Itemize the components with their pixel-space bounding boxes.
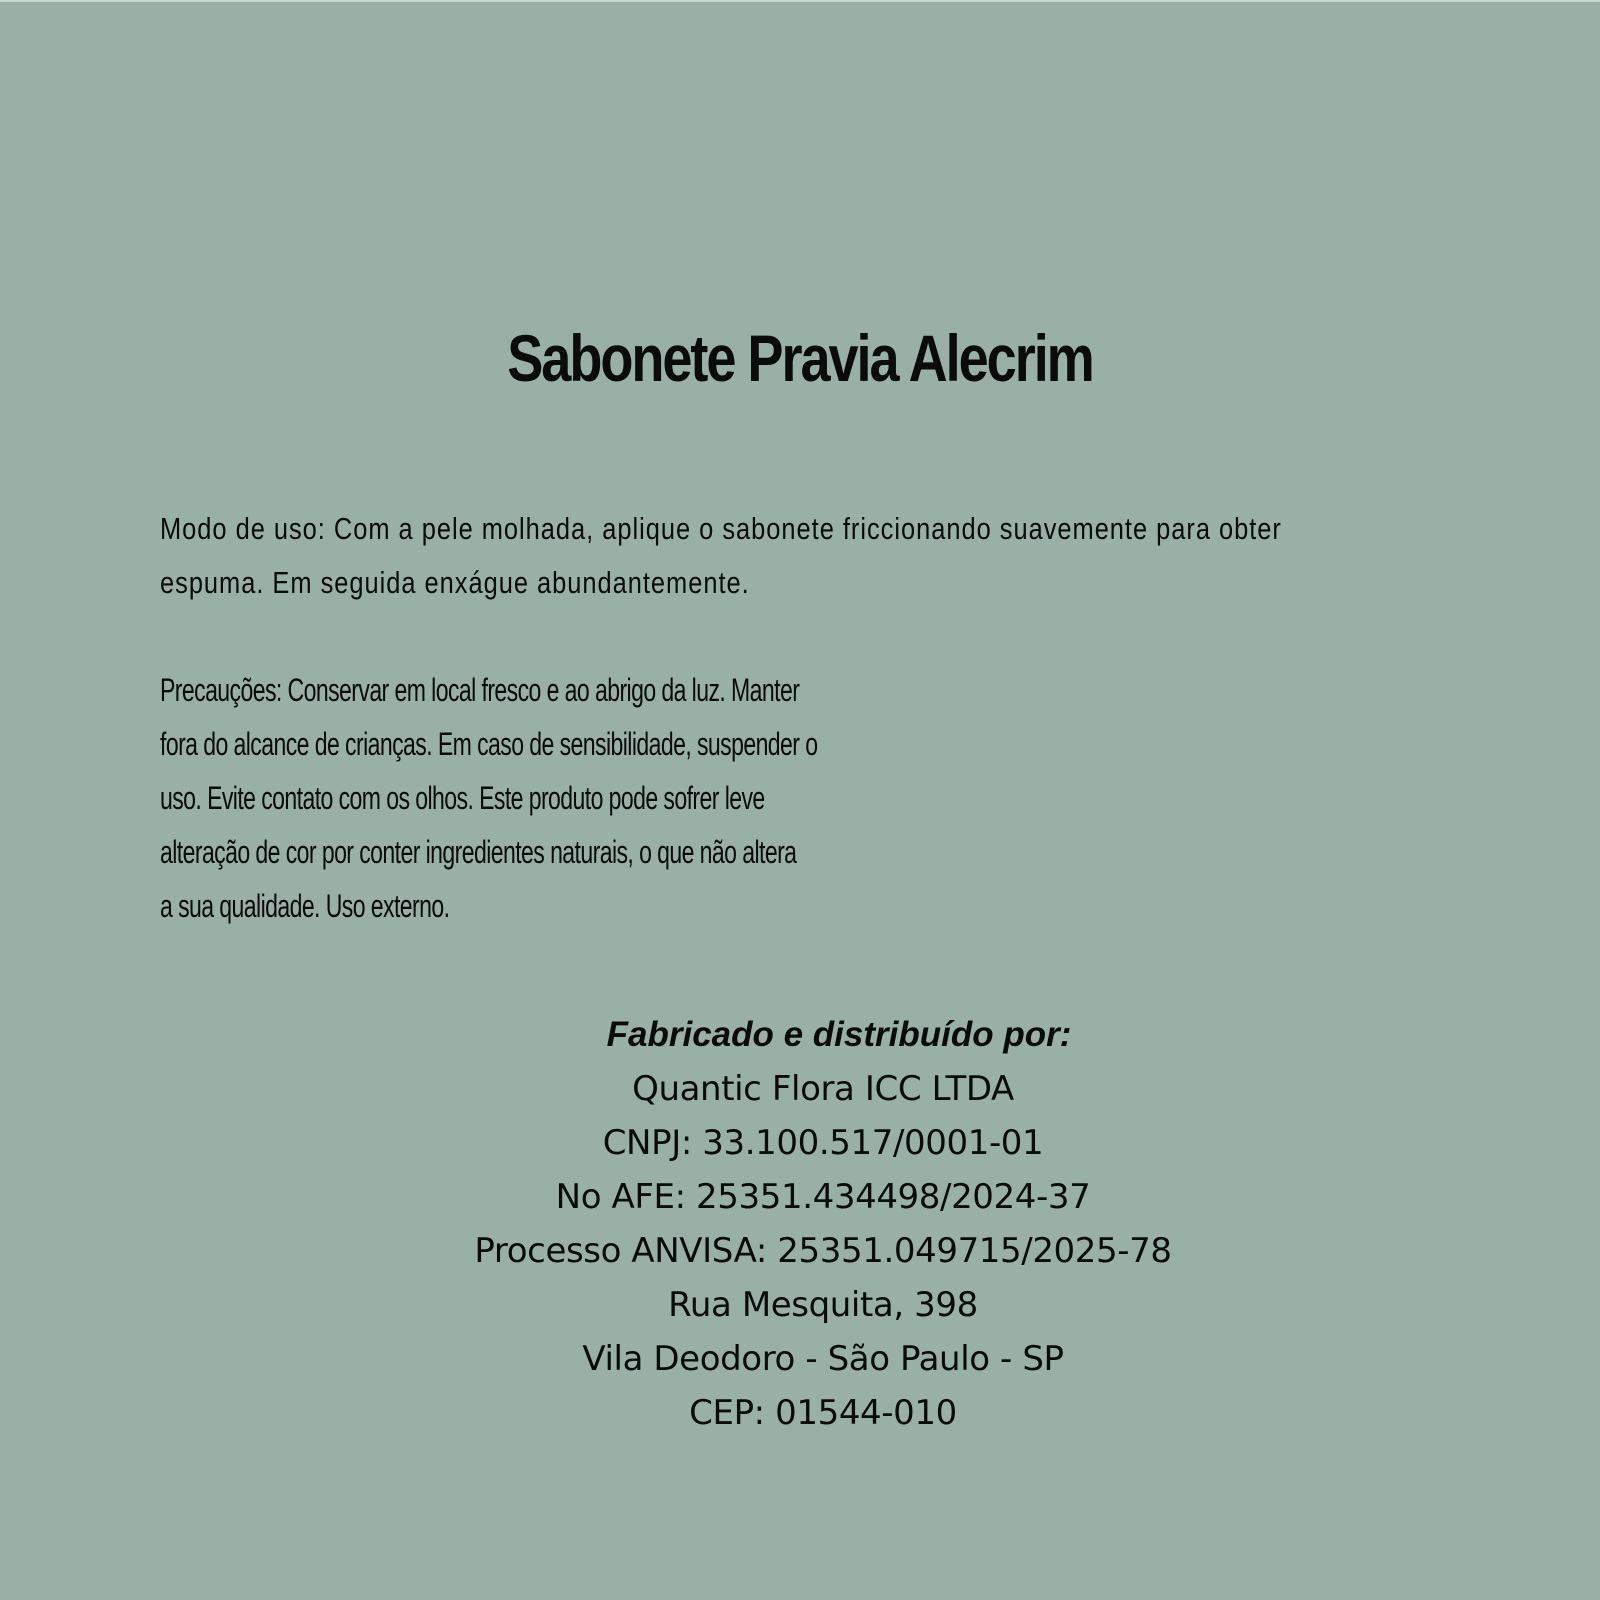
precautions-text (160, 663, 952, 933)
postal-code: CEP: 01544-010 (689, 1393, 957, 1433)
usage-line: Modo de uso: Com a pele molhada, aplique o sabonete friccionando suavemente para obter (160, 511, 1282, 546)
precautions-line: fora do alcance de crianças. Em caso de sensibilidade, suspender o (160, 726, 818, 762)
cnpj: CNPJ: 33.100.517/0001-01 (602, 1123, 1044, 1163)
precautions-line: a sua qualidade. Uso externo. (160, 888, 450, 924)
product-title: Sabonete Pravia Alecrim (507, 321, 1093, 395)
street-address: Rua Mesquita, 398 (668, 1285, 978, 1325)
precautions-line: Precauções: Conservar em local fresco e ao abrigo da luz. Manter (160, 672, 800, 708)
top-border-line (0, 0, 1600, 2)
manufacturer-heading: Fabricado e distribuído por: (606, 1015, 1072, 1054)
manufacturer-info (0, 1008, 1600, 1440)
usage-line: espuma. Em seguida enxágue abundantemente. (160, 565, 750, 600)
precautions-line: uso. Evite contato com os olhos. Este produto pode sofrer leve (160, 780, 765, 816)
anvisa-process: Processo ANVISA: 25351.049715/2025-78 (474, 1231, 1172, 1271)
usage-instructions (160, 502, 1390, 610)
company-name: Quantic Flora ICC LTDA (632, 1069, 1014, 1109)
afe-number: No AFE: 25351.434498/2024-37 (555, 1177, 1091, 1217)
district-city: Vila Deodoro - São Paulo - SP (582, 1339, 1064, 1379)
precautions-line: alteração de cor por conter ingredientes naturais, o que não altera (160, 834, 797, 870)
